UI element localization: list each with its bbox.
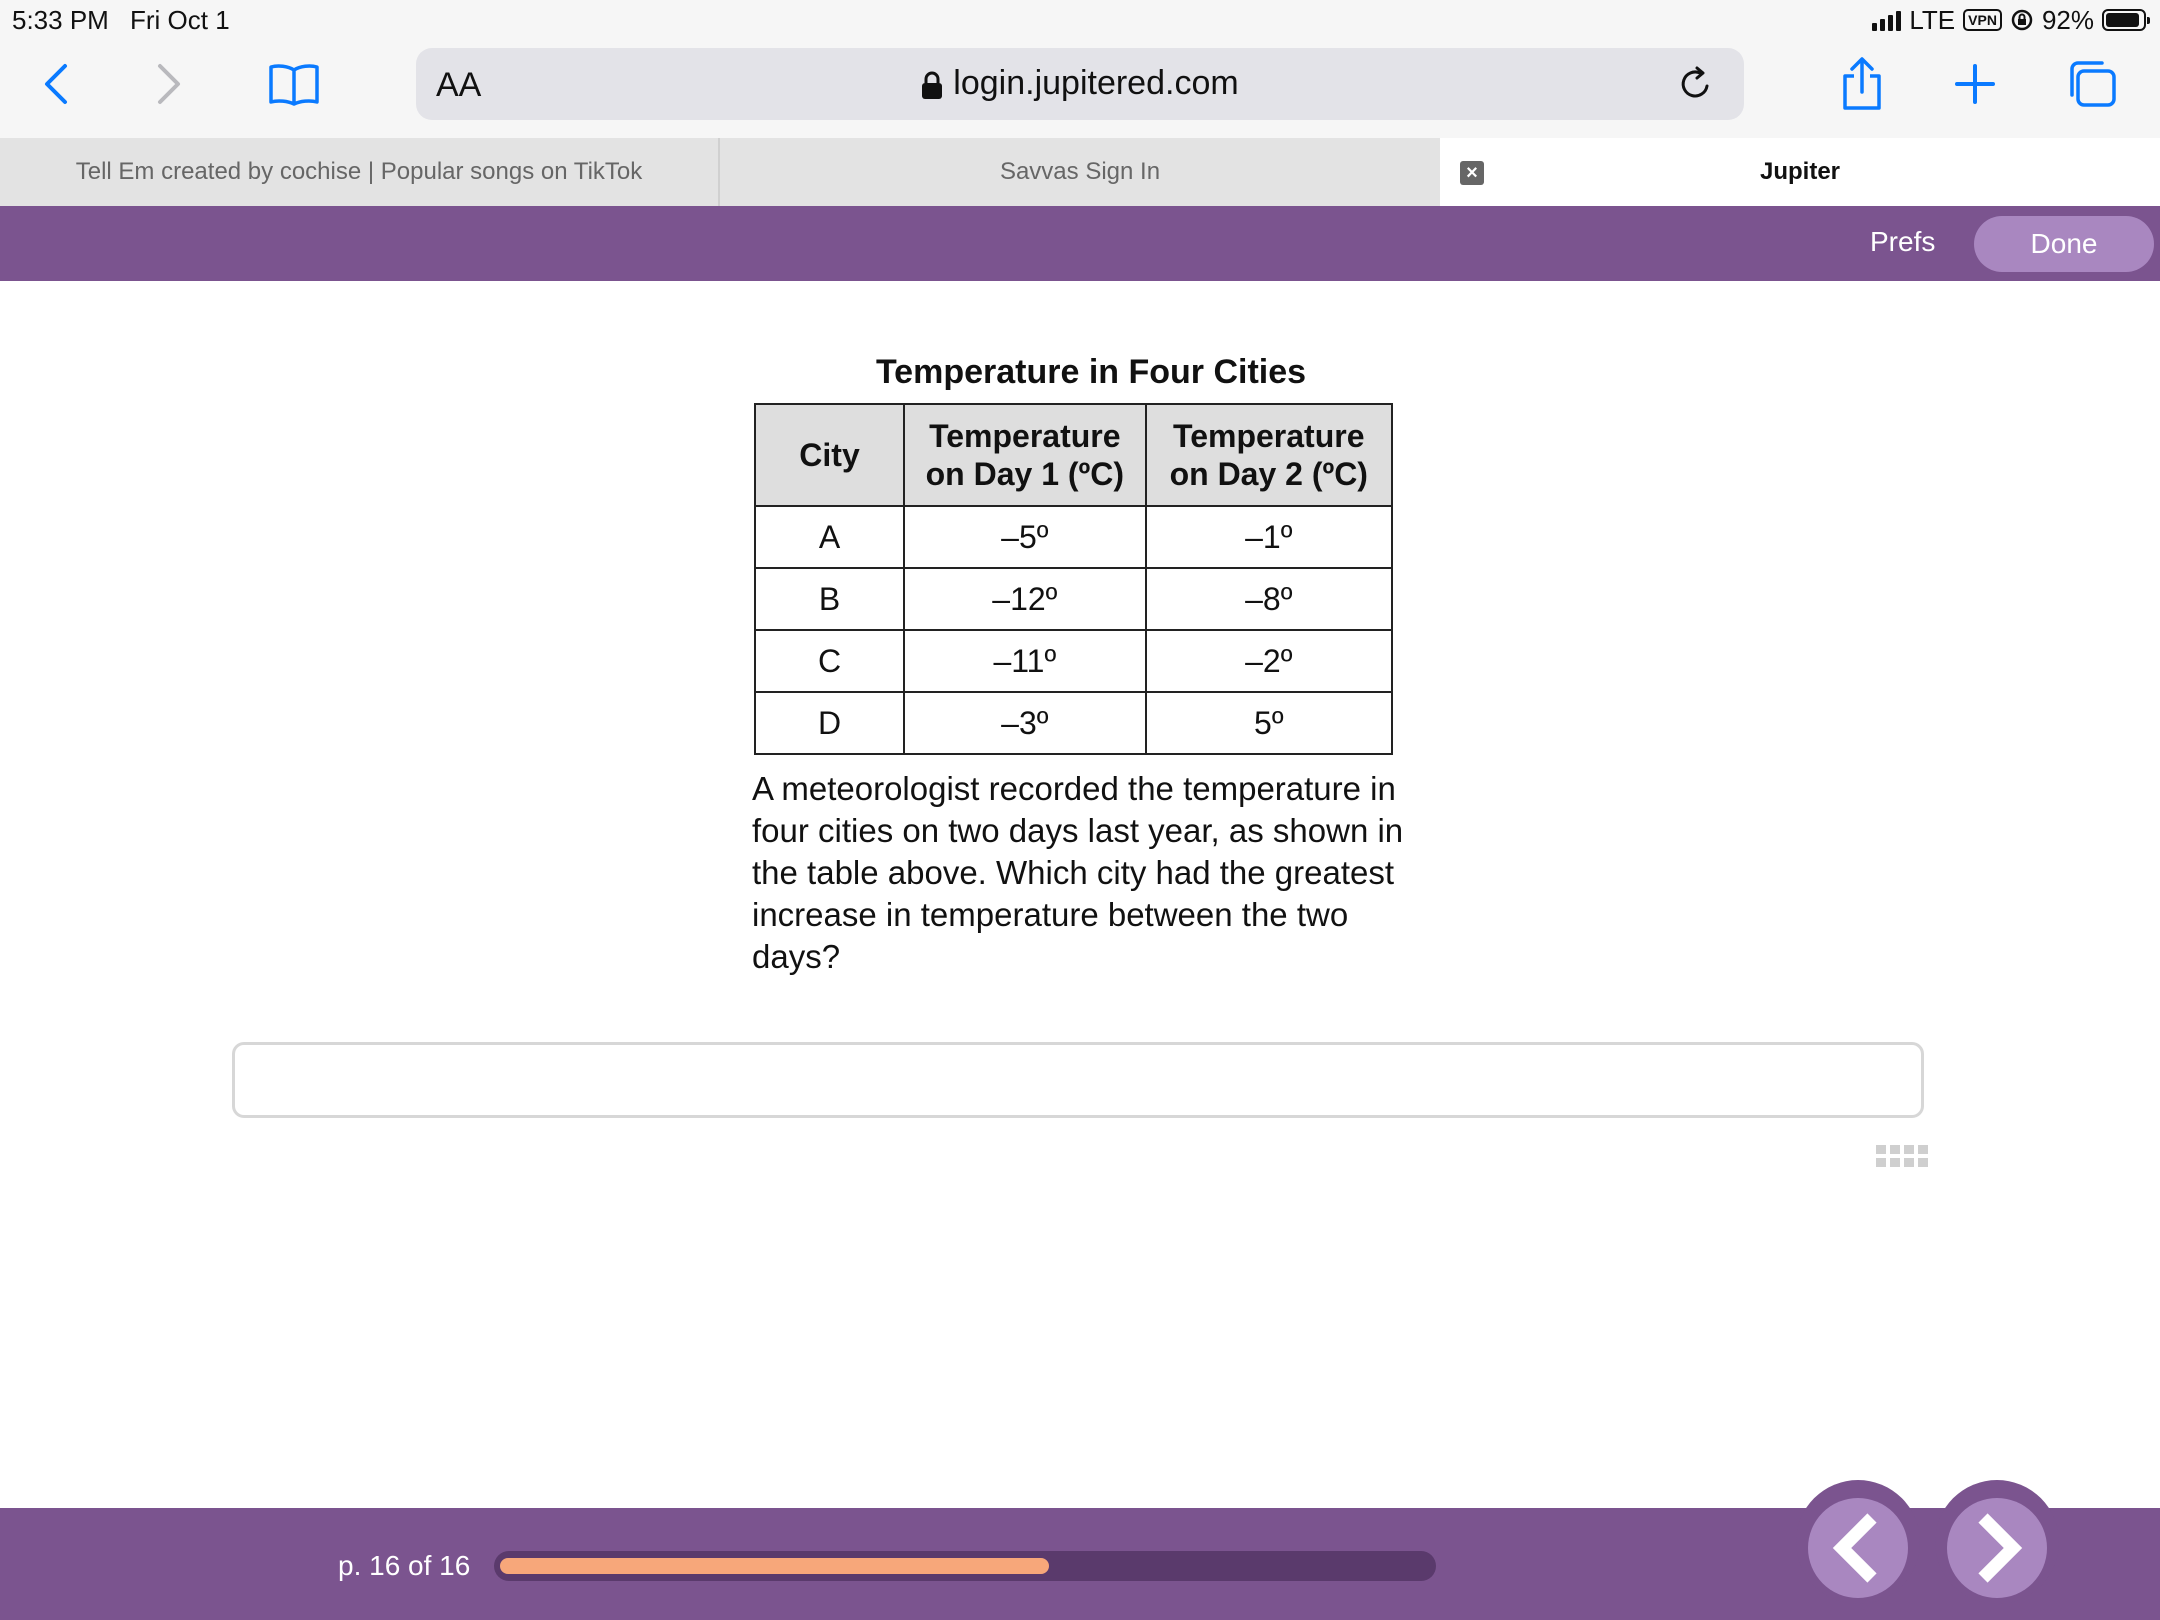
prefs-link[interactable]: Prefs [1870, 226, 1936, 257]
column-header-line: Temperature [929, 418, 1121, 454]
table-header-row [755, 404, 1392, 506]
column-header-city [755, 404, 904, 506]
battery-icon [2102, 9, 2146, 31]
page-indicator: p. 16 of 16 [338, 1550, 471, 1581]
text-size-label: AA [436, 66, 482, 104]
table-row [755, 630, 1392, 692]
day2-cell: 5º [1146, 692, 1392, 754]
tab-bar [0, 138, 2160, 206]
reload-icon[interactable] [1676, 64, 1716, 104]
progress-fill [500, 1558, 1049, 1574]
status-bar [0, 0, 2160, 40]
progress-track [494, 1551, 1436, 1581]
column-header-line: on Day 2 (ºC) [1169, 456, 1368, 492]
city-cell: B [755, 568, 904, 630]
tab-tiktok[interactable] [0, 138, 720, 206]
forward-button[interactable] [138, 54, 198, 114]
signal-icon [1872, 9, 1901, 31]
question-text: A meteorologist recorded the temperature in four cities on two days last year, as shown in the table above. Which city had the greatest increase in temperature between the two days? [752, 770, 1404, 975]
share-icon [1840, 56, 1884, 112]
keypad-icon[interactable] [1876, 1145, 1928, 1167]
day2-cell: –8º [1146, 568, 1392, 630]
temperature-table [754, 403, 1393, 755]
tab-label: Tell Em created by cochise | Popular songs on TikTok [75, 158, 643, 185]
tab-savvas[interactable] [720, 138, 1440, 206]
network-label: LTE [1909, 4, 1956, 35]
column-header-line: Temperature [1173, 418, 1365, 454]
answer-input[interactable] [232, 1042, 1924, 1118]
table-row [755, 506, 1392, 568]
tab-label: Jupiter [1759, 158, 1840, 185]
column-header-day1 [904, 404, 1145, 506]
tabs-icon [2066, 59, 2118, 109]
day2-cell: –2º [1146, 630, 1392, 692]
url-text: login.jupitered.com [953, 64, 1239, 102]
chevron-left-icon [37, 60, 73, 108]
lock-icon [921, 70, 943, 100]
url-display[interactable] [416, 64, 1744, 103]
day1-cell: –12º [904, 568, 1145, 630]
city-cell: A [755, 506, 904, 568]
vpn-badge: VPN [1963, 9, 2002, 31]
orientation-lock-icon [2010, 8, 2034, 32]
close-tab-icon[interactable]: × [1460, 161, 1484, 185]
done-button[interactable]: Done [1974, 216, 2154, 272]
tab-jupiter[interactable] [1440, 138, 2160, 206]
table-row [755, 692, 1392, 754]
tab-label: Savvas Sign In [999, 158, 1161, 185]
tab-overview-button[interactable] [2062, 54, 2122, 114]
city-cell: D [755, 692, 904, 754]
previous-page-button[interactable] [1796, 1480, 1920, 1604]
day1-cell: –5º [904, 506, 1145, 568]
status-indicators [1872, 5, 2146, 35]
day1-cell: –3º [904, 692, 1145, 754]
plus-icon [1953, 62, 1997, 106]
status-time: 5:33 PM [12, 5, 109, 35]
app-header [0, 206, 2160, 281]
battery-percent: 92% [2041, 4, 2094, 35]
browser-toolbar [0, 40, 2160, 138]
next-page-button[interactable] [1935, 1480, 2059, 1604]
table-title: Temperature in Four Cities [875, 353, 1307, 391]
city-cell: C [755, 630, 904, 692]
day2-cell: –1º [1146, 506, 1392, 568]
status-date: Fri Oct 1 [130, 5, 230, 35]
address-bar[interactable] [416, 48, 1744, 120]
back-button[interactable] [25, 54, 85, 114]
share-button[interactable] [1832, 54, 1892, 114]
book-icon [268, 62, 320, 106]
column-header-line: on Day 1 (ºC) [925, 456, 1124, 492]
chevron-left-icon [1828, 1510, 1888, 1586]
new-tab-button[interactable] [1945, 54, 2005, 114]
column-header-day2 [1146, 404, 1392, 506]
chevron-right-icon [150, 60, 186, 108]
column-header-line: City [799, 437, 860, 473]
day1-cell: –11º [904, 630, 1145, 692]
bookmarks-button[interactable] [264, 54, 324, 114]
table-row [755, 568, 1392, 630]
chevron-right-icon [1967, 1510, 2027, 1586]
